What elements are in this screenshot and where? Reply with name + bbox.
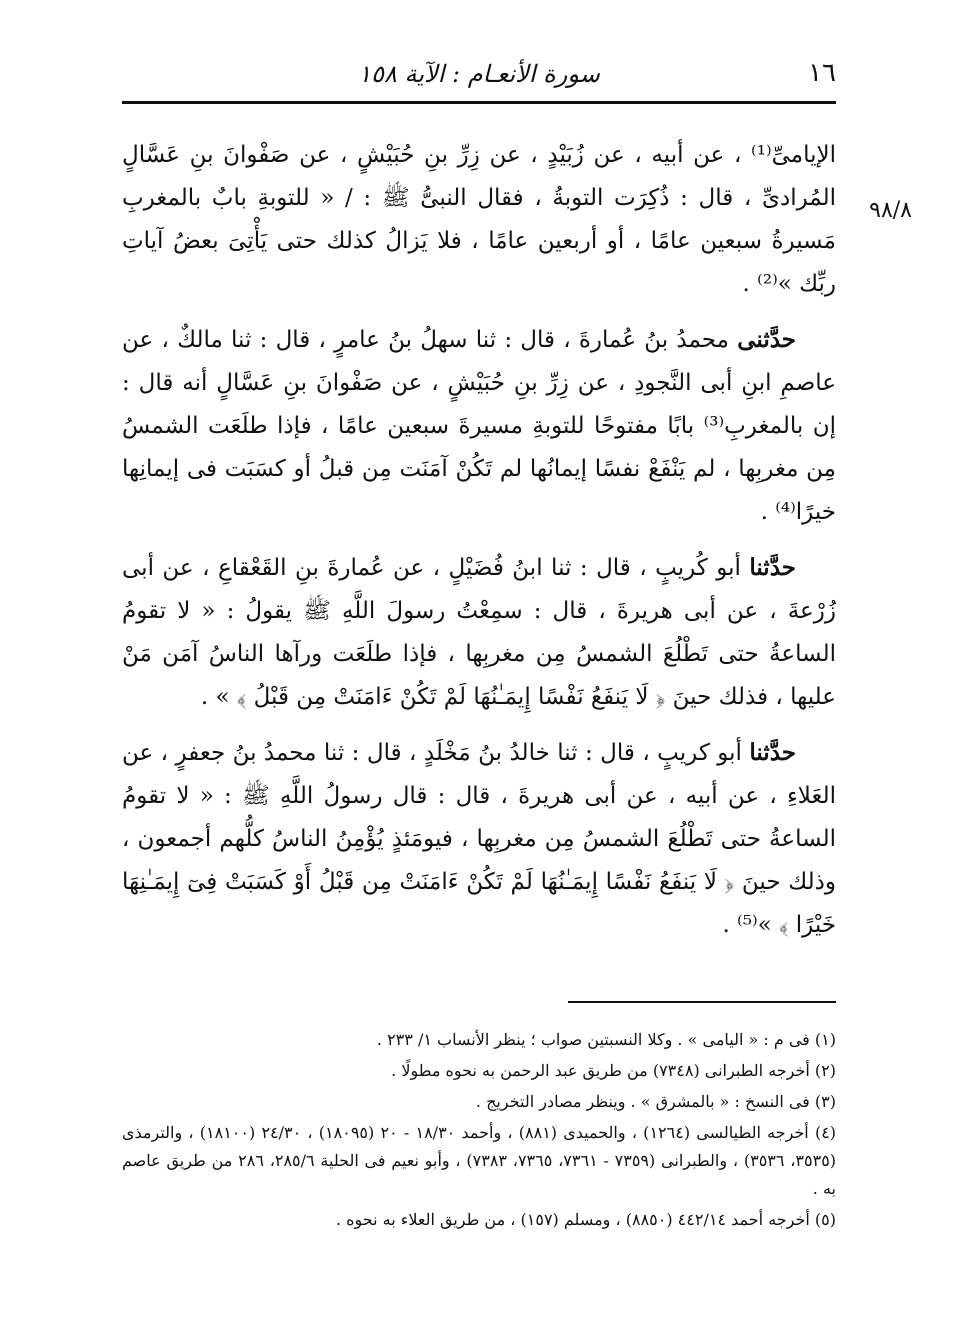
footnote-rule	[568, 1001, 836, 1003]
paragraph	[122, 731, 836, 947]
paragraph-text: أبو كريبٍ ، قال : ثنا خالدُ بنُ مَخْلَدٍ ، قال : ثنا محمدُ بنُ جعفرٍ ، عن العَلاءِ ، عن أبيه ، عن أبى هريرةَ ، قال : قال رسولُ اللَّهِ ﷺ : « لا تقومُ الساعةُ حتى تَطْلُعَ الشمسُ مِن مغربِها ، فيومَئذٍ يُؤْمِنُ الناسُ كلُّهم أجمعون ، وذلك حينَ ﴿ لَا يَنفَعُ نَفْسًا إِيمَـٰنُهَا لَمْ تَكُنْ ءَامَنَتْ مِن قَبْلُ أَوْ كَسَبَتْ فِىٓ إِيمَـٰنِهَا خَيْرًا ﴾ »⁽⁵⁾ .	[122, 740, 836, 938]
paragraph-text: أبو كُريبٍ ، قال : ثنا ابنُ فُضَيْلٍ ، عن عُمارةَ بنِ القَعْقاعِ ، عن أبى زُرْعةَ ، عن أبى هريرةَ ، قال : سمِعْتُ رسولَ اللَّهِ ﷺ يقولُ : « لا تقومُ الساعةُ حتى تَطْلُعَ الشمسُ مِن مغربِها ، فإذا طلَعَت ورآها الناسُ آمَن مَنْ عليها ، فذلك حينَ ﴿ لَا يَنفَعُ نَفْسًا إِيمَـٰنُهَا لَمْ تَكُنْ ءَامَنَتْ مِن قَبْلُ ﴾ » .	[122, 555, 836, 710]
margin-reference: ٩٨/٨	[869, 198, 912, 223]
paragraph-lead: حدَّثنى	[737, 326, 797, 353]
paragraph-text: محمدُ بنُ عُمارةَ ، قال : ثنا سهلُ بنُ عامرٍ ، قال : ثنا مالكٌ ، عن عاصمِ ابنِ أبى النَّجودِ ، عن زِرِّ بنِ حُبَيْشٍ ، عن صَفْوانَ بنِ عَسَّالٍ أنه قال : إن بالمغربِ⁽³⁾ بابًا مفتوحًا للتوبةِ مسيرةَ سبعين عامًا ، فإذا طلَعَت الشمسُ مِن مغربِها ، لم يَنْفَعْ نفسًا إيمانُها لم تَكُنْ آمَنَت مِن قبلُ أو كسَبَت فى إيمانِها خيرًا⁽⁴⁾ .	[122, 327, 836, 525]
paragraph-lead: حدَّثنا	[749, 739, 796, 766]
page-number: ١٦	[808, 58, 836, 88]
running-title: سورة الأنعـام : الآية ١٥٨	[358, 60, 600, 88]
footnotes	[122, 1026, 836, 1237]
main-text	[122, 134, 836, 959]
footnote: (٢) أخرجه الطبرانى (٧٣٤٨) من طريق عبد الرحمن به نحوه مطولًا .	[391, 1061, 836, 1080]
footnote: (٥) أخرجه أحمد ٤٤٢/١٤ (٨٨٥٠) ، ومسلم (١٥٧) ، من طريق العلاء به نحوه .	[335, 1210, 836, 1229]
paragraph	[122, 318, 836, 534]
footnote: (٣) فى النسخ : « بالمشرق » . وينظر مصادر التخريج .	[475, 1092, 836, 1111]
footnote: (١) فى م : « اليامى » . وكلا النسبتين صواب ؛ ينظر الأنساب ١/ ٢٣٣ .	[376, 1030, 836, 1049]
header-rule	[122, 101, 836, 104]
paragraph	[122, 546, 836, 719]
page-header	[122, 52, 836, 100]
footnote: (٤) أخرجه الطيالسى (١٢٦٤) ، والحميدى (٨٨١) ، وأحمد ١٨/٣٠ - ٢٠ (١٨٠٩٥) ، ٢٤/٣٠ (١٨١٠٠) ، والترمذى (٣٥٣٥، ٣٥٣٦) ، والطبرانى (٧٣٥٩ - ٧٣٦١، ٧٣٦٥، ٧٣٨٣) ، وأبو نعيم فى الحلية ٢٨٥/٦، ٢٨٦ من طريق عاصم به .	[122, 1123, 837, 1198]
paragraph-lead: حدَّثنا	[749, 554, 796, 581]
paragraph	[122, 134, 836, 306]
paragraph-text: الإيامىِّ⁽¹⁾ ، عن أبيه ، عن زُبَيْدٍ ، عن زِرِّ بنِ حُبَيْشٍ ، عن صَفْوانَ بنِ عَسَّالٍ المُرادىِّ ، قال : ذُكِرَت التوبةُ ، فقال النبىُّ ﷺ : / « للتوبةِ بابٌ بالمغربِ مَسيرةُ سبعين عامًا ، أو أربعين عامًا ، فلا يَزالُ كذلك حتى يَأْتِىَ بعضُ آياتِ ربِّك »⁽²⁾ .	[122, 142, 836, 297]
